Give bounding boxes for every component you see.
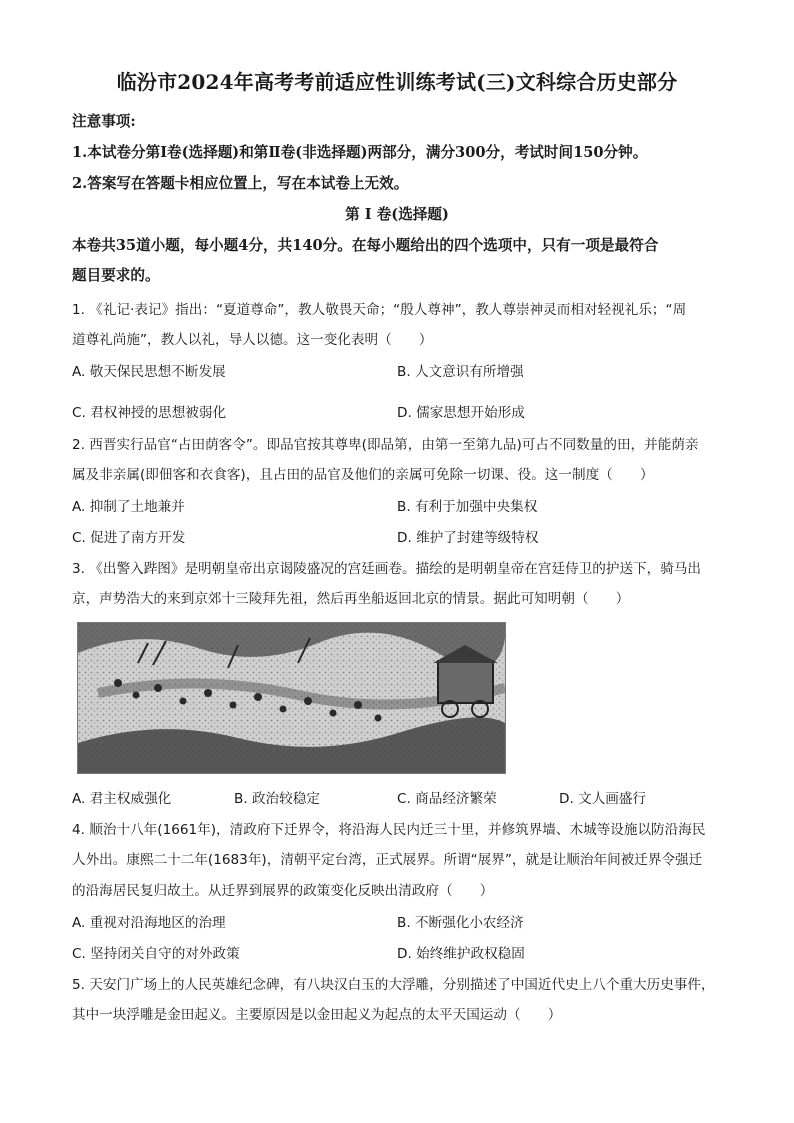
section-intro: 题目要求的。: [72, 267, 160, 284]
notice-item: 1.本试卷分第Ⅰ卷(选择题)和第Ⅱ卷(非选择题)两部分，满分300分，考试时间150分钟。: [72, 144, 648, 161]
q4-option-c: C. 坚持闭关自守的对外政策: [72, 946, 240, 962]
q1-option-a: A. 敬天保民思想不断发展: [72, 364, 226, 380]
painting-image: [77, 622, 506, 774]
q3-option-b: B. 政治较稳定: [234, 791, 320, 807]
q3-option-d: D. 文人画盛行: [559, 791, 647, 807]
q3-option-c: C. 商品经济繁荣: [397, 791, 497, 807]
question-3-text: 3. 《出警入跸图》是明朝皇帝出京谒陵盛况的宫廷画卷。描绘的是明朝皇帝在宫廷侍卫的护送下，骑马出: [72, 561, 702, 577]
question-1-text: 1. 《礼记·表记》指出：“夏道尊命”，教人敬畏天命；“殷人尊神”，教人尊崇神灵而相对轻视礼乐；“周: [72, 302, 687, 318]
q4-option-d: D. 始终维护政权稳固: [397, 946, 525, 962]
question-1-text: 道尊礼尚施”，教人以礼，导人以德。这一变化表明（ ）: [72, 332, 433, 348]
question-3-text: 京，声势浩大的来到京郊十三陵拜先祖，然后再坐船返回北京的情景。据此可知明朝（ ）: [72, 591, 630, 607]
q1-option-b: B. 人文意识有所增强: [397, 364, 524, 380]
q4-option-b: B. 不断强化小农经济: [397, 915, 524, 931]
notice-item: 2.答案写在答题卡相应位置上，写在本试卷上无效。: [72, 175, 409, 192]
q4-option-a: A. 重视对沿海地区的治理: [72, 915, 226, 931]
question-2-text: 属及非亲属(即佃客和衣食客)，且占田的品官及他们的亲属可免除一切课、役。这一制度（ ）: [72, 467, 654, 483]
question-4-text: 4. 顺治十八年(1661年)，清政府下迁界令，将沿海人民内迁三十里，并修筑界墙、木城等设施以防沿海民: [72, 822, 706, 838]
q2-option-a: A. 抑制了土地兼并: [72, 499, 185, 515]
question-2-text: 2. 西晋实行品官“占田荫客令”。即品官按其尊卑(即品第，由第一至第九品)可占不同数量的田，并能荫亲: [72, 437, 699, 453]
page-title: 临汾市2024年高考考前适应性训练考试(三)文科综合历史部分: [116, 70, 678, 94]
notice-heading: 注意事项:: [72, 113, 136, 130]
question-4-text: 人外出。康熙二十二年(1683年)，清朝平定台湾，正式展界。所谓“展界”，就是让顺治年间被迁界令强迁: [72, 852, 703, 868]
section-intro: 本卷共35道小题，每小题4分，共140分。在每小题给出的四个选项中，只有一项是最符合: [72, 237, 659, 254]
q1-option-d: D. 儒家思想开始形成: [397, 405, 525, 421]
question-4-text: 的沿海居民复归故土。从迁界到展界的政策变化反映出清政府（ ）: [72, 883, 494, 899]
question-5-text: 5. 天安门广场上的人民英雄纪念碑，有八块汉白玉的大浮雕，分别描述了中国近代史上八个重大历史事件，: [72, 977, 715, 993]
q2-option-b: B. 有利于加强中央集权: [397, 499, 538, 515]
q2-option-c: C. 促进了南方开发: [72, 530, 186, 546]
question-5-text: 其中一块浮雕是金田起义。主要原因是以金田起义为起点的太平天国运动（ ）: [72, 1007, 562, 1023]
scroll-painting-illustration: [78, 623, 505, 773]
q3-option-a: A. 君主权威强化: [72, 791, 172, 807]
q1-option-c: C. 君权神授的思想被弱化: [72, 405, 227, 421]
section-title: 第 Ⅰ 卷(选择题): [345, 206, 449, 223]
q2-option-d: D. 维护了封建等级特权: [397, 530, 539, 546]
